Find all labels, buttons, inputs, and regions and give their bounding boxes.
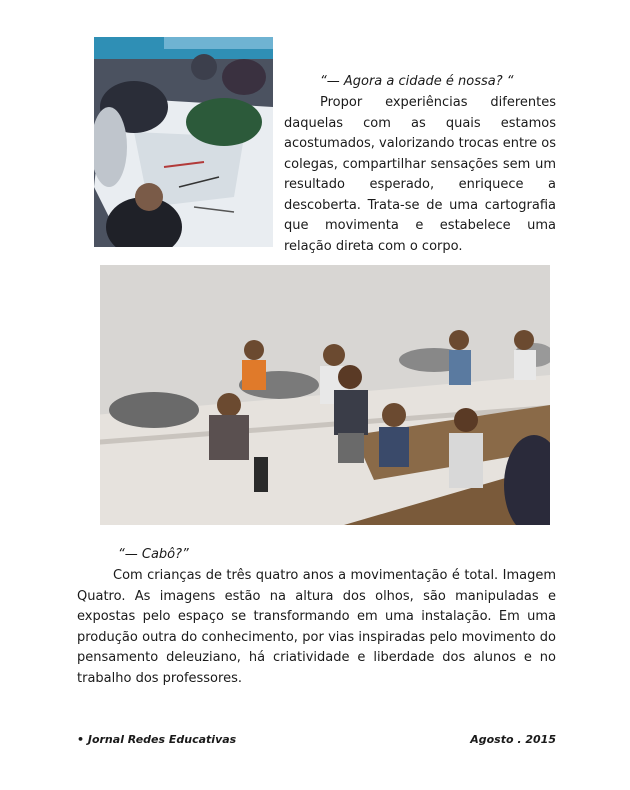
quote-cabo: “— Cabô?” <box>118 547 189 562</box>
paragraph-com-criancas: Com crianças de três quatro anos a movimentação é total. Imagem Quatro. As imagens estão na altura dos olhos, são manipuladas e expostas pelo espaço se transformando em uma instalação. Em uma produção outra do conhecimento, por vias inspiradas pelo movimento do pensamento deleuziano, há criatividade e liberdade dos alunos e no trabalho dos professores. <box>77 568 556 686</box>
footer-issue-date: Agosto . 2015 <box>470 733 556 746</box>
footer-publication-name: • Jornal Redes Educativas <box>77 733 237 746</box>
quote-agora-a-cidade: “— Agora a cidade é nossa? “ <box>320 74 514 89</box>
children-drawing-photo <box>94 37 273 247</box>
paragraph-propor-experiencias: Propor experiências diferentes daquelas com as quais estamos acostumados, valorizando trocas entre os colegas, compartilhar sensações sem um resultado esperado, enriquece a descoberta. Trata-se de uma cartografia que movimenta e estabelece uma relação direta com o corpo. <box>284 95 556 254</box>
children-in-gallery-photo <box>94 265 550 525</box>
